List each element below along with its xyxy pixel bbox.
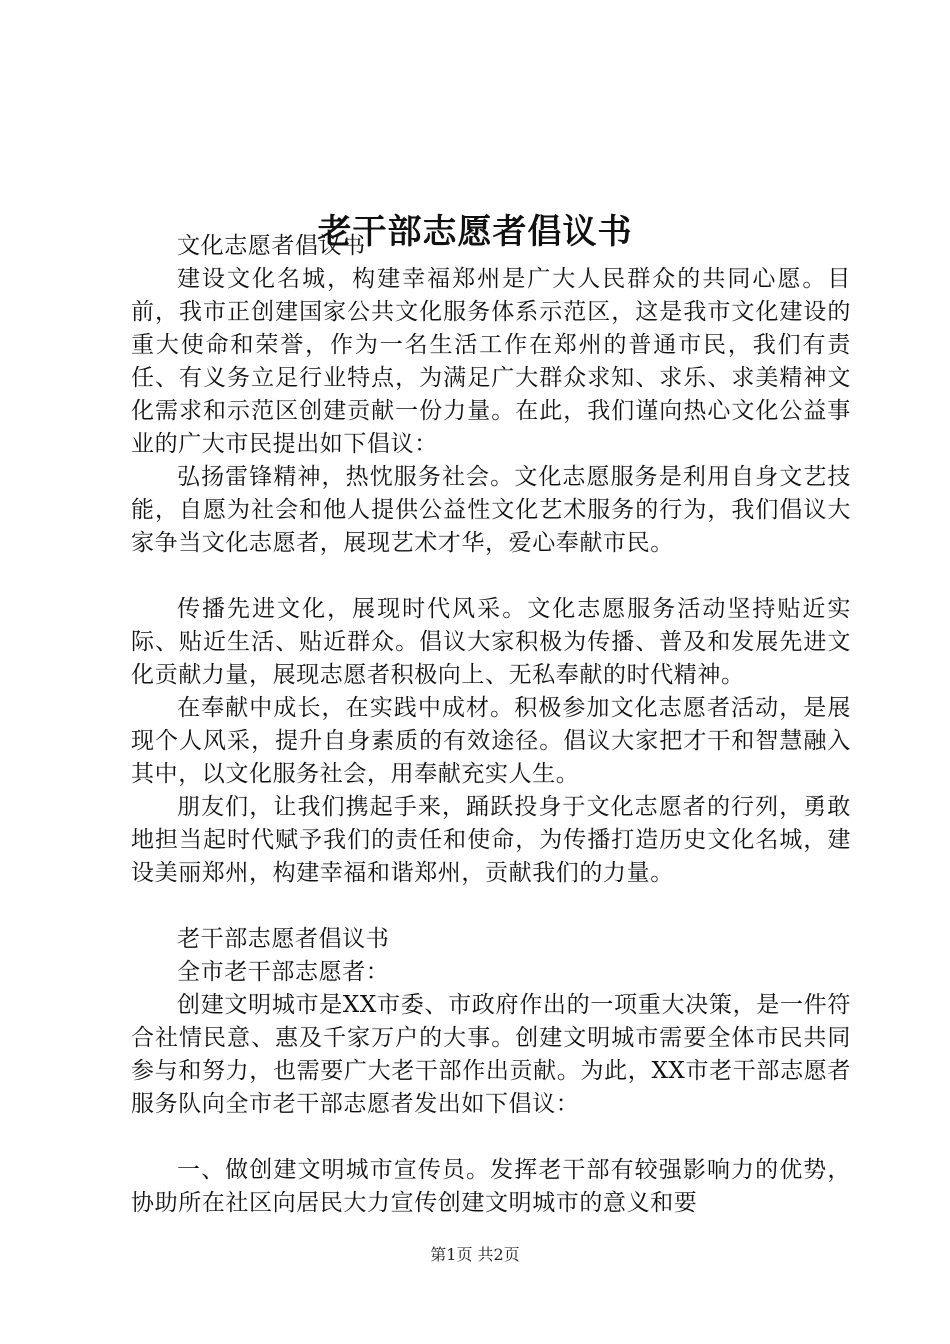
section-heading-culture: 文化志愿者倡议书 bbox=[177, 233, 366, 259]
page-footer: 第1页 共2页 bbox=[430, 1245, 520, 1264]
section-heading-veterans: 老干部志愿者倡议书 bbox=[177, 926, 390, 952]
document-title: 老干部志愿者倡议书 bbox=[317, 211, 633, 252]
paragraph-advanced-culture: 传播先进文化，展现时代风采。文化志愿服务活动坚持贴近实际、贴近生活、贴近群众。倡议大家积极为传播、普及和发展先进文化贡献力量，展现志愿者积极向上、无私奉献的时代精神。 bbox=[131, 596, 851, 688]
paragraph-growth: 在奉献中成长，在实践中成材。积极参加文化志愿者活动，是展现个人风采，提升自身素质的有效途径。倡议大家把才干和智慧融入其中，以文化服务社会，用奉献充实人生。 bbox=[131, 695, 851, 787]
paragraph-lei-feng: 弘扬雷锋精神，热忱服务社会。文化志愿服务是利用自身文艺技能，自愿为社会和他人提供公益性文化艺术服务的行为，我们倡议大家争当文化志愿者，展现艺术才华，爱心奉献市民。 bbox=[131, 464, 851, 556]
salutation: 全市老干部志愿者： bbox=[177, 959, 390, 985]
document-body bbox=[131, 230, 851, 1220]
paragraph-civilized-city: 创建文明城市是XX市委、市政府作出的一项重大决策，是一件符合社情民意、惠及千家万户的大事。创建文明城市需要全体市民共同参与和努力，也需要广大老干部作出贡献。为此，XX市老干部志愿者服务队向全市老干部志愿者发出如下倡议： bbox=[131, 992, 851, 1117]
paragraph-item-one: 一、做创建文明城市宣传员。发挥老干部有较强影响力的优势，协助所在社区向居民大力宣传创建文明城市的意义和要 bbox=[131, 1157, 851, 1216]
paragraph-friends: 朋友们，让我们携起手来，踊跃投身于文化志愿者的行列，勇敢地担当起时代赋予我们的责任和使命，为传播打造历史文化名城，建设美丽郑州，构建幸福和谐郑州，贡献我们的力量。 bbox=[131, 794, 851, 886]
paragraph-intro: 建设文化名城，构建幸福郑州是广大人民群众的共同心愿。目前，我市正创建国家公共文化服务体系示范区，这是我市文化建设的重大使命和荣誉，作为一名生活工作在郑州的普通市民，我们有责任、有义务立足行业特点，为满足广大群众求知、求乐、求美精神文化需求和示范区创建贡献一份力量。在此，我们谨向热心文化公益事业的广大市民提出如下倡议： bbox=[131, 266, 851, 457]
